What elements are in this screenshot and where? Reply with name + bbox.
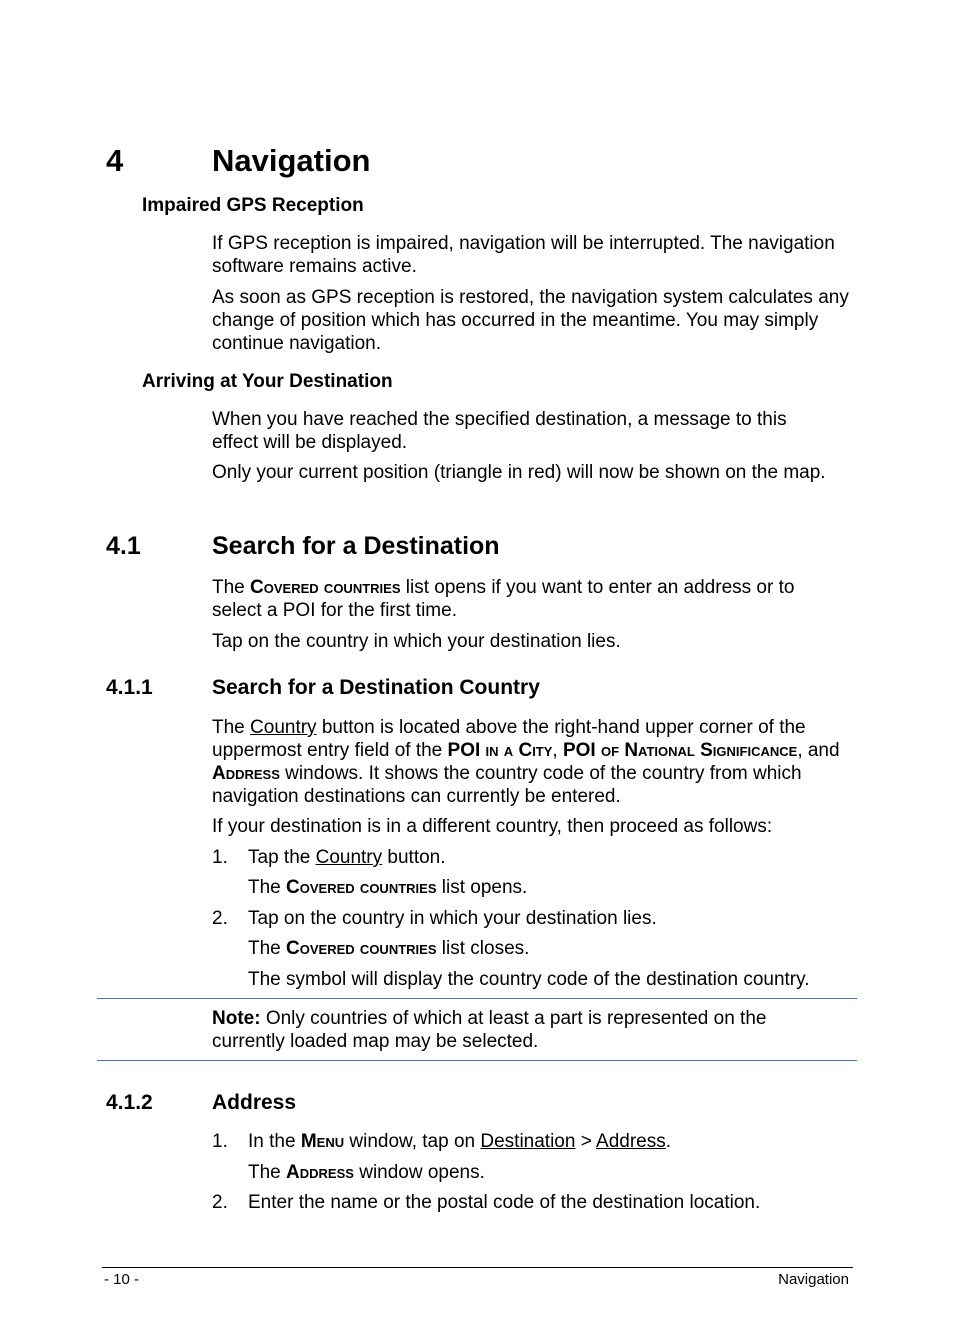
arriving-heading: Arriving at Your Destination [142,371,393,392]
chapter-title: Navigation [212,143,371,178]
note-bottom-rule [97,1060,857,1061]
step-2-result: The Covered countries list closes. [248,938,530,959]
arriving-paragraph-1: When you have reached the specified destination, a message to this effect will be displayed. [212,409,787,453]
section-4-1-number: 4.1 [106,532,141,560]
step-number: 1. [212,847,228,868]
address-link[interactable]: Address [596,1131,666,1152]
country-button-link[interactable]: Country [315,847,383,868]
destination-link[interactable]: Destination [480,1131,576,1152]
section-4-1-1-paragraph-2: If your destination is in a different country, then proceed as follows: [212,816,773,837]
address-step-1-result: The Address window opens. [248,1162,485,1183]
section-4-1-paragraph-2: Tap on the country in which your destination lies. [212,631,621,652]
section-4-1-1-number: 4.1.1 [106,676,153,699]
impaired-paragraph-1: If GPS reception is impaired, navigation will be interrupted. The navigation software remains active. [212,233,835,277]
chapter-number: 4 [106,143,124,178]
note-label: Note: [212,1008,261,1029]
footer-page-number: - 10 - [104,1271,140,1288]
covered-countries-label: Covered countries [250,577,401,598]
section-4-1-1-paragraph-1: The Country button is located above the right-hand upper corner of the uppermost entry field of the POI in a City, POI of National Significance, and Address windows. It shows the country code of the country from which navigation destinations can currently be entered. [212,717,840,807]
note-top-rule [97,998,857,999]
address-step-2-text: Enter the name or the postal code of the destination location. [248,1192,761,1213]
section-4-1-2-title: Address [212,1091,297,1114]
address-step-1-text: In the Menu window, tap on Destination > Address. [248,1131,672,1152]
arriving-paragraph-2: Only your current position (triangle in red) will now be shown on the map. [212,462,826,483]
footer-rule [102,1267,853,1268]
step-2-text: Tap on the country in which your destination lies. [248,908,657,929]
step-1-result: The Covered countries list opens. [248,877,528,898]
step-number: 2. [212,908,228,929]
impaired-heading: Impaired GPS Reception [142,195,364,216]
section-4-1-2-number: 4.1.2 [106,1091,153,1114]
step-1-text: Tap the Country button. [248,847,446,868]
section-4-1-paragraph-1: The Covered countries list opens if you want to enter an address or to select a POI for the first time. [212,577,795,621]
footer-section-name: Navigation [778,1271,849,1288]
step-2-result-2: The symbol will display the country code of the destination country. [248,969,810,990]
note-text: Note: Only countries of which at least a part is represented on the currently loaded map may be selected. [212,1008,767,1052]
section-4-1-title: Search for a Destination [212,532,500,560]
step-number: 2. [212,1192,228,1213]
step-number: 1. [212,1131,228,1152]
section-4-1-1-title: Search for a Destination Country [212,676,540,699]
country-link[interactable]: Country [250,717,317,738]
impaired-paragraph-2: As soon as GPS reception is restored, the navigation system calculates any change of position which has occurred in the meantime. You may simply continue navigation. [212,287,849,354]
